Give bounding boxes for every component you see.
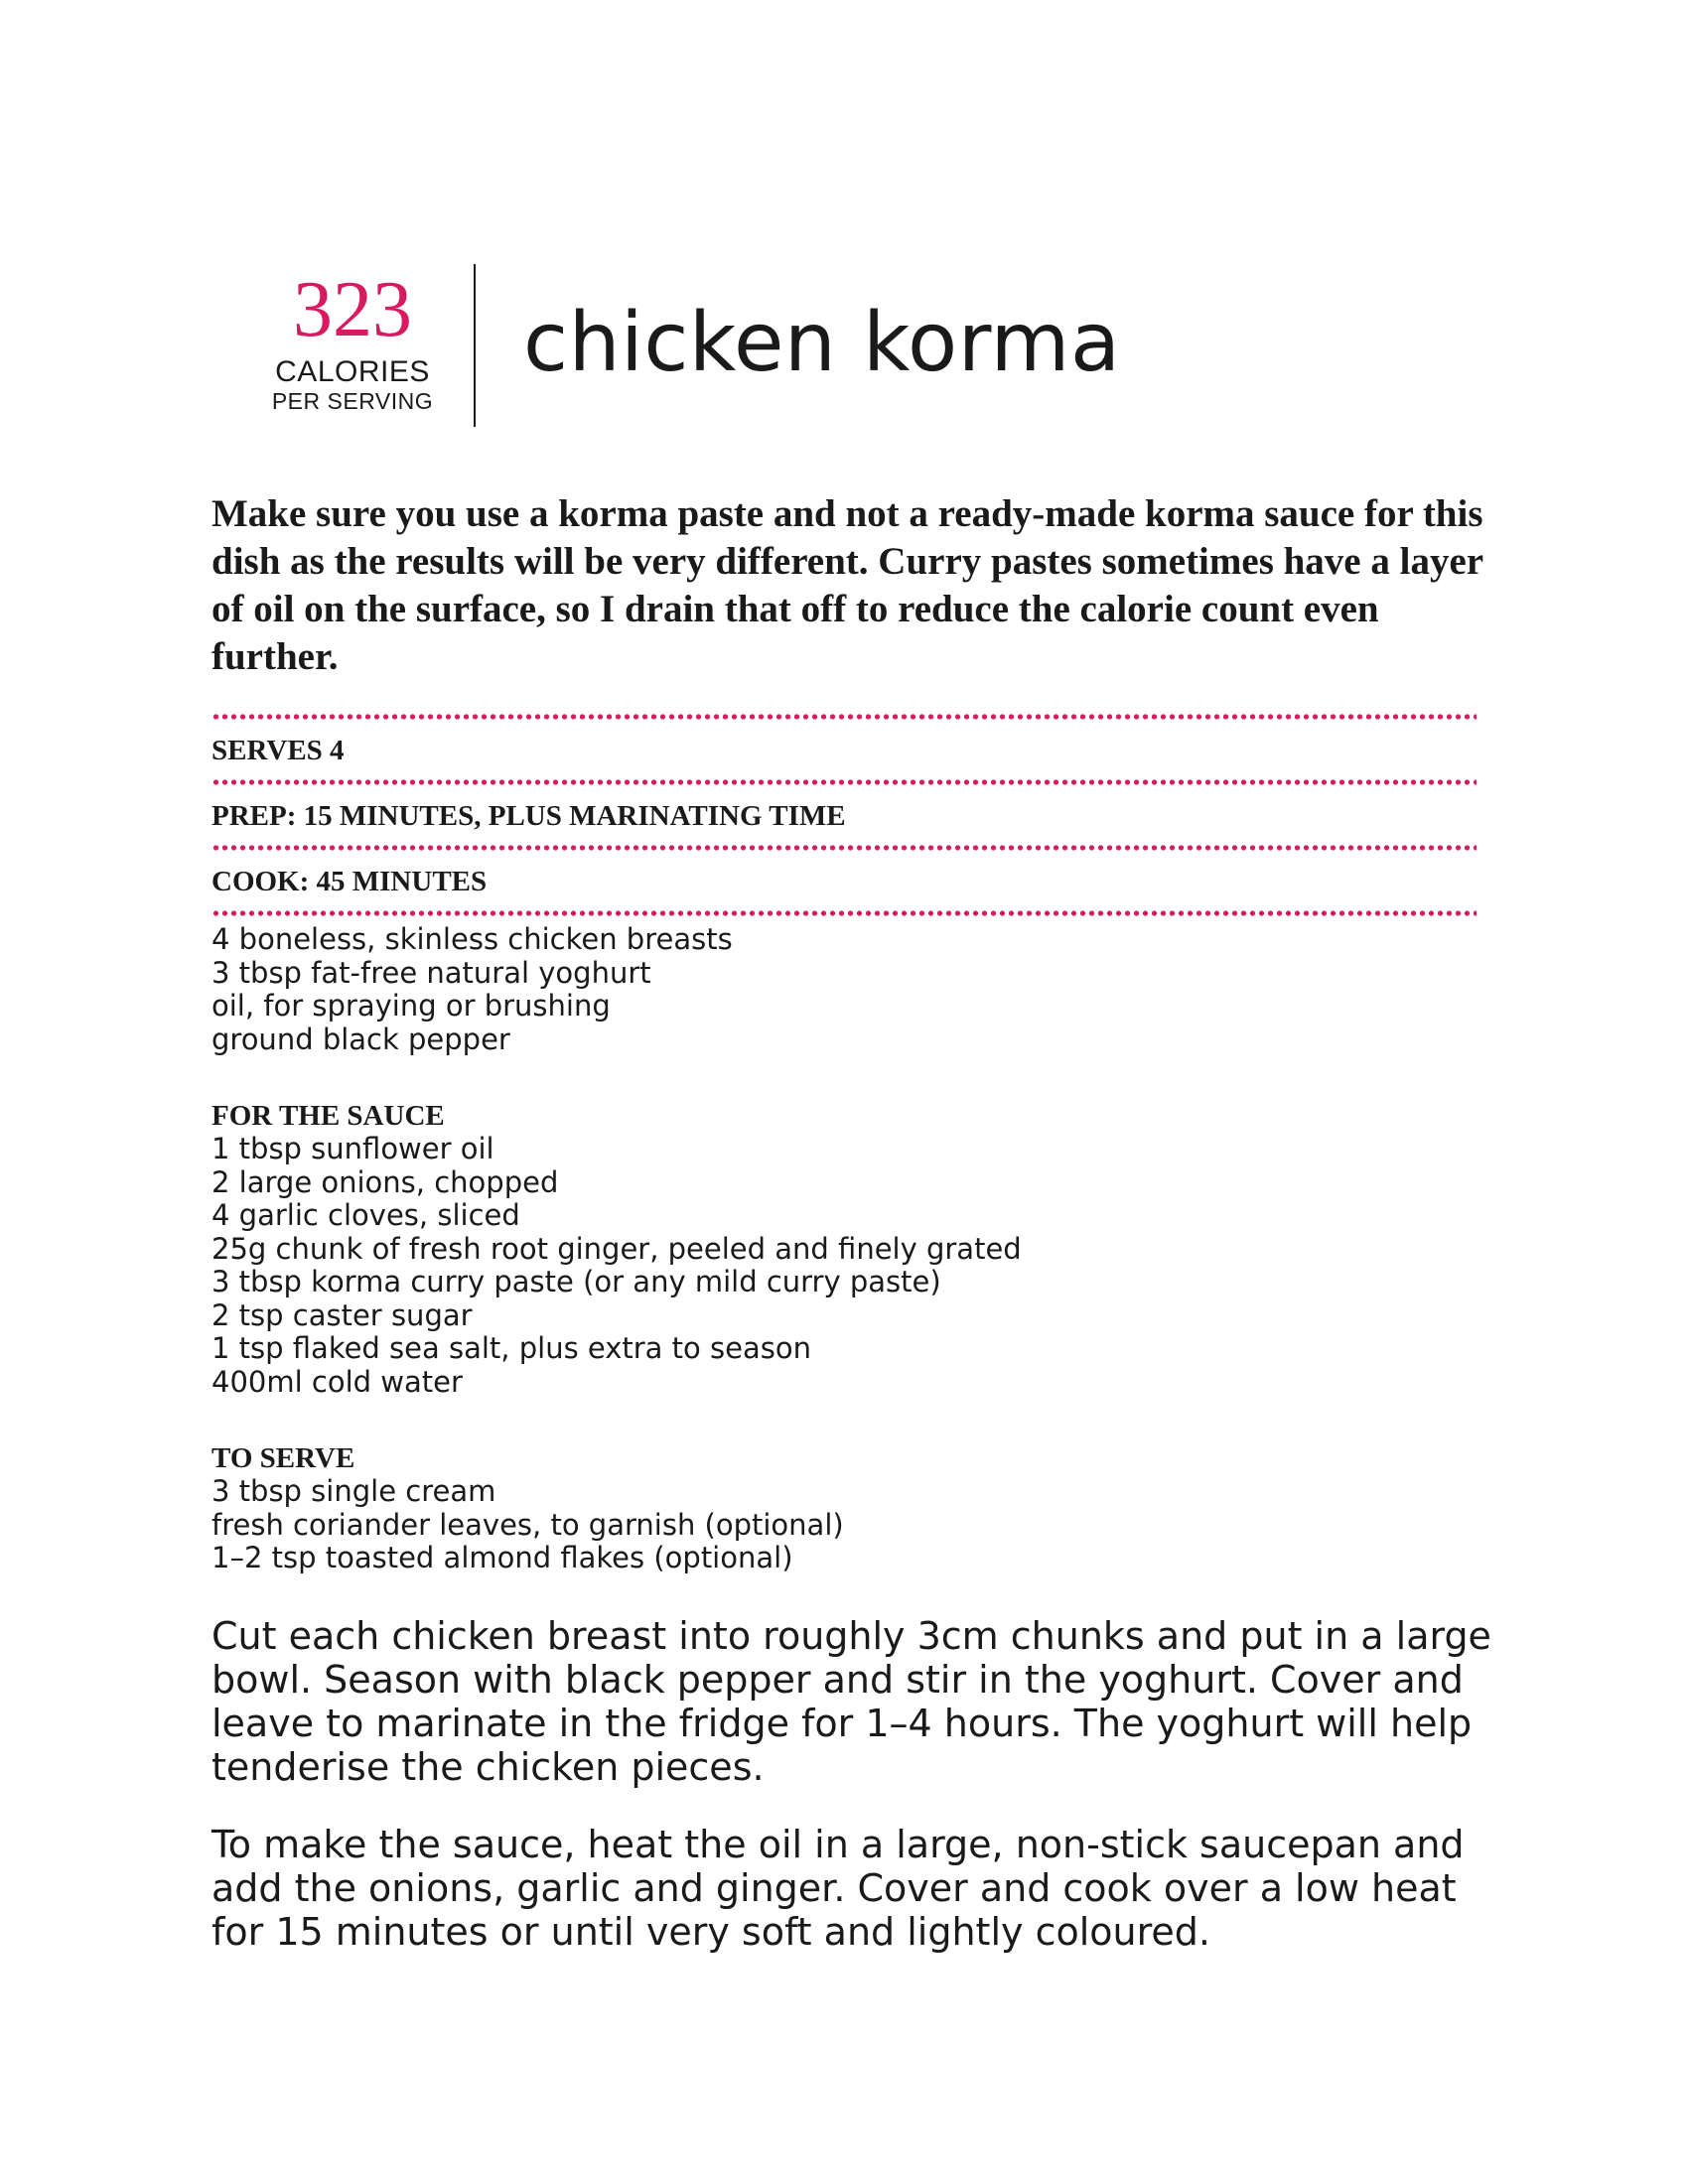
calorie-label: CALORIES <box>275 355 430 388</box>
recipe-meta <box>211 713 1477 917</box>
ingredient-item: 4 garlic cloves, sliced <box>211 1198 520 1232</box>
ingredient-item: 2 tsp caster sugar <box>211 1297 473 1332</box>
ingredient-item: 4 boneless, skinless chicken breasts <box>211 922 733 956</box>
recipe-header <box>248 264 1489 427</box>
prep-time: PREP: 15 MINUTES, PLUS MARINATING TIME <box>211 800 846 832</box>
calorie-badge <box>248 264 457 415</box>
ingredient-item: 2 large onions, chopped <box>211 1164 559 1199</box>
dotted-divider <box>211 713 1477 721</box>
recipe-intro: Make sure you use a korma paste and not a ready-made korma sauce for this dish as the results will be very different. Curry pastes sometimes have a layer of oil on the surface, so I drain that off to reduce the calorie count even further. <box>211 492 1483 678</box>
ingredient-item: 1–2 tsp toasted almond flakes (optional) <box>211 1541 793 1574</box>
calorie-count: 323 <box>293 266 412 353</box>
ingredient-item: 1 tbsp sunflower oil <box>211 1132 494 1165</box>
serves-info: SERVES 4 <box>211 735 345 766</box>
method-section <box>211 1614 1502 1987</box>
ingredient-item: 400ml cold water <box>211 1364 463 1399</box>
ingredients-section <box>211 923 1502 1575</box>
ingredient-item: 1 tsp flaked sea salt, plus extra to season <box>211 1331 811 1365</box>
ingredient-item: 25g chunk of fresh root ginger, peeled and finely grated <box>211 1231 1022 1266</box>
calorie-sublabel: PER SERVING <box>271 388 434 414</box>
ingredient-item: 3 tbsp korma curry paste (or any mild curry paste) <box>211 1265 941 1298</box>
method-step: Cut each chicken breast into roughly 3cm chunks and put in a large bowl. Season with black pepper and stir in the yoghurt. Cover and leave to marinate in the fridge for 1–4 hours. The yoghurt will help tenderise the chicken pieces. <box>211 1614 1491 1789</box>
ingredient-item: 3 tbsp fat-free natural yoghurt <box>211 955 651 990</box>
dotted-divider <box>211 778 1477 786</box>
cook-time: COOK: 45 MINUTES <box>211 866 488 897</box>
sauce-heading: FOR THE SAUCE <box>211 1100 445 1132</box>
ingredient-item: fresh coriander leaves, to garnish (optional) <box>211 1507 844 1542</box>
dotted-divider <box>211 909 1477 917</box>
serve-heading: TO SERVE <box>211 1442 355 1474</box>
dotted-divider <box>211 844 1477 852</box>
recipe-title: chicken korma <box>523 296 1121 390</box>
header-divider <box>474 264 476 427</box>
ingredient-item: ground black pepper <box>211 1022 510 1056</box>
method-step: To make the sauce, heat the oil in a large, non-stick saucepan and add the onions, garlic and ginger. Cover and cook over a low heat for 15 minutes or until very soft and lightly coloured. <box>211 1823 1465 1954</box>
ingredient-item: oil, for spraying or brushing <box>211 989 611 1023</box>
ingredient-item: 3 tbsp single cream <box>211 1474 496 1508</box>
